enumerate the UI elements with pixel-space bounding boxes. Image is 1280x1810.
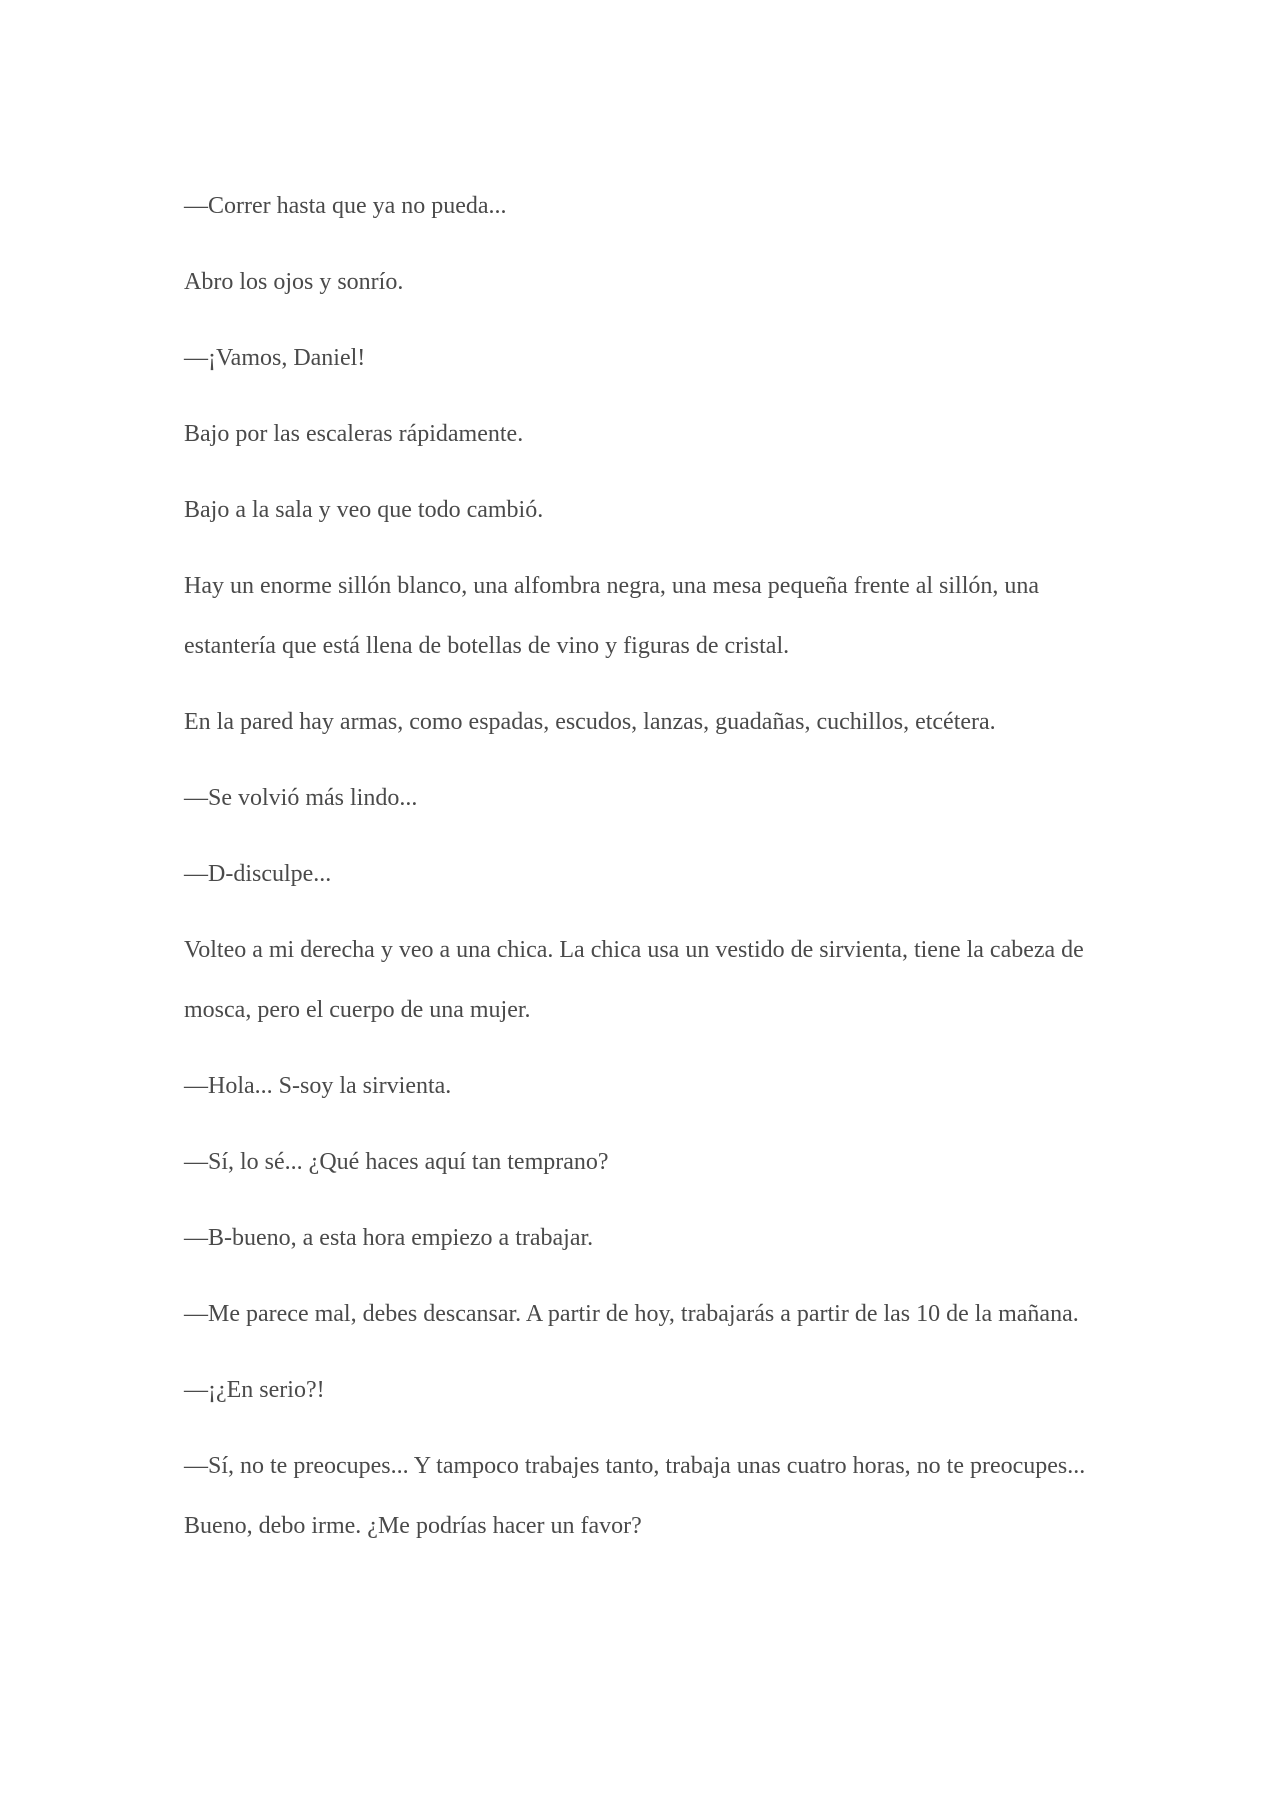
paragraph: —Sí, lo sé... ¿Qué haces aquí tan temprano? (184, 1149, 609, 1175)
paragraph: —Sí, no te preocupes... Y tampoco trabajes tanto, trabaja unas cuatro horas, no te preocupes... Bueno, debo irme. ¿Me podrías hacer un favor? (184, 1453, 1086, 1539)
paragraph: —D-disculpe... (184, 861, 332, 887)
paragraph: Volteo a mi derecha y veo a una chica. La chica usa un vestido de sirvienta, tiene la cabeza de mosca, pero el cuerpo de una mujer. (184, 937, 1084, 1023)
paragraph: Hay un enorme sillón blanco, una alfombra negra, una mesa pequeña frente al sillón, una estantería que está llena de botellas de vino y figuras de cristal. (184, 573, 1040, 659)
paragraph: —¡Vamos, Daniel! (184, 345, 366, 371)
document-body (184, 176, 1096, 1572)
paragraph: Bajo a la sala y veo que todo cambió. (184, 497, 544, 523)
paragraph: En la pared hay armas, como espadas, escudos, lanzas, guadañas, cuchillos, etcétera. (184, 709, 996, 735)
paragraph: Bajo por las escaleras rápidamente. (184, 421, 524, 447)
paragraph: —B-bueno, a esta hora empiezo a trabajar. (184, 1225, 594, 1251)
paragraph: —Hola... S-soy la sirvienta. (184, 1073, 452, 1099)
paragraph: —Correr hasta que ya no pueda... (184, 193, 507, 219)
paragraph: —¡¿En serio?! (184, 1377, 325, 1403)
paragraph: Abro los ojos y sonrío. (184, 269, 404, 295)
paragraph: —Se volvió más lindo... (184, 785, 418, 811)
paragraph: —Me parece mal, debes descansar. A partir de hoy, trabajarás a partir de las 10 de la mañana. (184, 1301, 1079, 1327)
